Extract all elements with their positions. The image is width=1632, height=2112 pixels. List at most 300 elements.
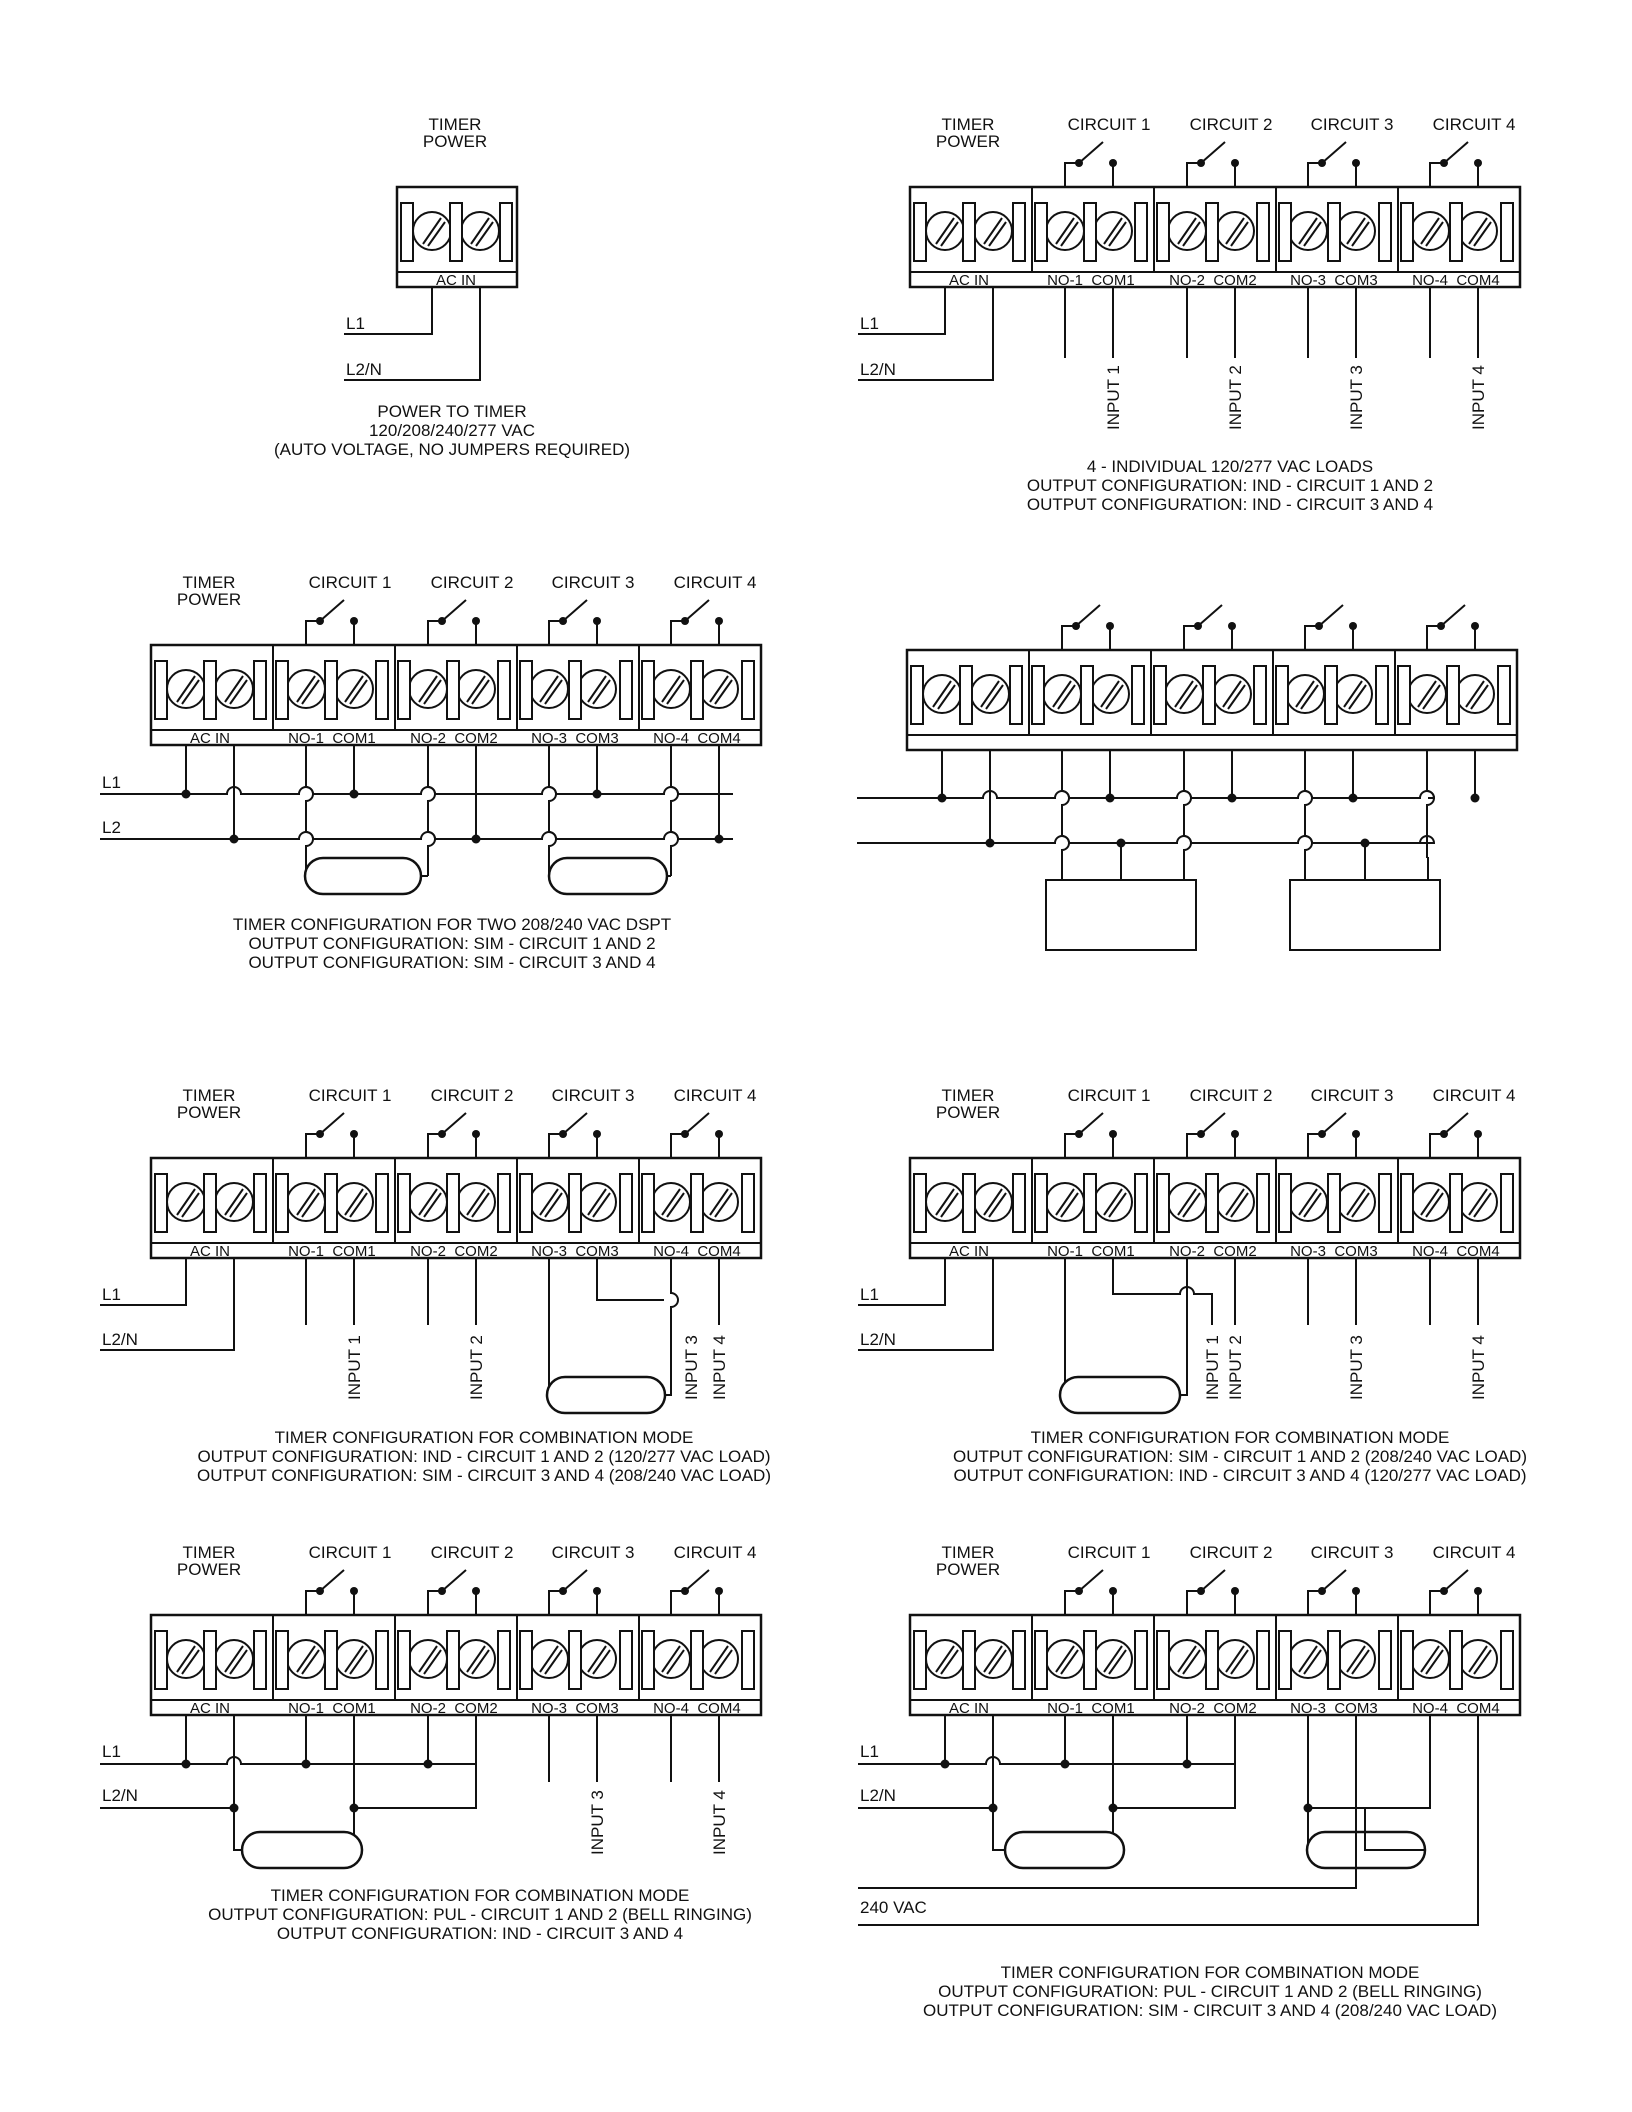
terminal-post (155, 661, 167, 719)
junction-dot (182, 790, 191, 799)
wire (1184, 750, 1191, 858)
caption-line: OUTPUT CONFIGURATION: IND - CIRCUIT 1 AND 2 (1026, 476, 1434, 495)
terminal-label: NO-4 (653, 730, 689, 747)
relay-blade (1322, 142, 1346, 163)
timer-power-label: POWER (176, 1103, 242, 1122)
relay-contact-dot (1349, 622, 1357, 630)
relay-contact (428, 1591, 442, 1615)
terminal-label: COM2 (1213, 1700, 1257, 1717)
terminal-post (569, 661, 581, 719)
terminal-post (1450, 1631, 1462, 1689)
relay-contact (1187, 1591, 1201, 1615)
terminal-post (204, 661, 216, 719)
timer-power-label: TIMER (941, 115, 995, 134)
terminal-label: COM2 (1213, 1243, 1257, 1260)
circuit-label: CIRCUIT 1 (1067, 1086, 1151, 1105)
terminal-post (254, 661, 266, 719)
terminal-post (1203, 666, 1215, 724)
terminal-post (254, 1174, 266, 1232)
caption-line: TIMER CONFIGURATION FOR TWO 208/240 VAC DSPT (232, 915, 672, 934)
terminal-post (1032, 666, 1044, 724)
terminal-post (1401, 1631, 1413, 1689)
relay-contact (1065, 1134, 1079, 1158)
wire-label: L2 (102, 818, 121, 837)
wire (1113, 1258, 1212, 1325)
junction-dot (1183, 1760, 1192, 1769)
caption-line: OUTPUT CONFIGURATION: SIM - CIRCUIT 3 AND 4 (208/240 VAC LOAD) (196, 1466, 772, 1485)
junction-dot (350, 790, 359, 799)
terminal-label: NO-1 (1047, 272, 1083, 289)
load-box (1046, 880, 1196, 950)
terminal-post (1279, 1174, 1291, 1232)
caption-line: OUTPUT CONFIGURATION: SIM - CIRCUIT 3 AND 4 (248, 953, 656, 972)
relay-blade (1201, 1113, 1225, 1134)
input-label: INPUT 4 (1469, 1335, 1488, 1400)
terminal-label: NO-2 (410, 1243, 446, 1260)
relay-contact (1430, 163, 1444, 187)
relay-contact-dot (715, 1130, 723, 1138)
terminal-post (1084, 1631, 1096, 1689)
terminal-label: COM2 (454, 730, 498, 747)
terminal-post (691, 1631, 703, 1689)
relay-contact-dot (1106, 622, 1114, 630)
wire-label: L2/N (346, 360, 382, 379)
timer-power-label: TIMER (941, 1086, 995, 1105)
circuit-label: CIRCUIT 1 (308, 573, 392, 592)
terminal-label: NO-4 (653, 1700, 689, 1717)
terminal-post (398, 1174, 410, 1232)
relay-contact (1184, 626, 1198, 650)
relay-contact-dot (1228, 622, 1236, 630)
relay-blade (563, 1113, 587, 1134)
terminal-label: COM1 (332, 1700, 376, 1717)
terminal-label: COM4 (697, 1700, 741, 1717)
relay-contact (1065, 1591, 1079, 1615)
circuit-label: CIRCUIT 4 (1432, 115, 1516, 134)
terminal-post (204, 1174, 216, 1232)
terminal-label: NO-2 (1169, 1243, 1205, 1260)
relay-contact-dot (1471, 622, 1479, 630)
relay-contact-dot (1109, 159, 1117, 167)
bus-wire (100, 832, 733, 839)
terminal-label: COM3 (575, 730, 619, 747)
terminal-post (204, 1631, 216, 1689)
terminal-post (276, 1174, 288, 1232)
relay-contact-dot (472, 1130, 480, 1138)
terminal-post (276, 1631, 288, 1689)
terminal-label: NO-3 (531, 1243, 567, 1260)
relay-blade (442, 1570, 466, 1591)
relay-contact (1187, 163, 1201, 187)
wire-label: L1 (346, 314, 365, 333)
circuit-label: CIRCUIT 4 (1432, 1086, 1516, 1105)
terminal-label: NO-3 (531, 1700, 567, 1717)
terminal-label: NO-1 (288, 730, 324, 747)
terminal-label: COM2 (1213, 272, 1257, 289)
wire-label: L1 (102, 1742, 121, 1761)
circuit-label: CIRCUIT 1 (308, 1543, 392, 1562)
load-box (1290, 880, 1440, 950)
relay-contact (1427, 626, 1441, 650)
input-label: INPUT 3 (682, 1335, 701, 1400)
terminal-post (1257, 1174, 1269, 1232)
terminal-post (1401, 203, 1413, 261)
terminal-post (1084, 203, 1096, 261)
terminal-post (401, 203, 413, 261)
relay-contact-dot (1231, 1130, 1239, 1138)
caption-line: POWER TO TIMER (377, 402, 527, 421)
relay-blade (685, 1113, 709, 1134)
terminal-label: NO-1 (288, 1243, 324, 1260)
wire-label: L1 (860, 314, 879, 333)
wire (1356, 1715, 1425, 1850)
wire-label: L2/N (102, 1330, 138, 1349)
input-label: INPUT 3 (1347, 365, 1366, 430)
relay-blade (1201, 1570, 1225, 1591)
terminal-post (620, 1174, 632, 1232)
caption-line: TIMER CONFIGURATION FOR COMBINATION MODE (274, 1428, 694, 1447)
relay-contact-dot (1109, 1587, 1117, 1595)
terminal-post (155, 1631, 167, 1689)
terminal-post (1081, 666, 1093, 724)
terminal-post (642, 1631, 654, 1689)
wire-label: L1 (102, 773, 121, 792)
timer-power-label: TIMER (182, 573, 236, 592)
junction-dot (715, 835, 724, 844)
junction-dot (182, 1760, 191, 1769)
terminal-post (447, 1631, 459, 1689)
terminal-post (1084, 1174, 1096, 1232)
bus-wire (100, 787, 733, 794)
terminal-post (398, 661, 410, 719)
timer-power-label: TIMER (941, 1543, 995, 1562)
relay-contact (306, 1591, 320, 1615)
wire-label: L2/N (860, 1330, 896, 1349)
relay-blade (1079, 1570, 1103, 1591)
terminal-label: COM4 (697, 1243, 741, 1260)
terminal-post (1157, 1174, 1169, 1232)
wire (1060, 1258, 1065, 1395)
terminal-post (1035, 1631, 1047, 1689)
terminal-post (1035, 1174, 1047, 1232)
terminal-post (569, 1631, 581, 1689)
caption-line: OUTPUT CONFIGURATION: IND - CIRCUIT 3 AND 4 (1026, 495, 1434, 514)
wire (1427, 858, 1428, 880)
timer-power-label: POWER (422, 132, 488, 151)
wire (354, 1715, 476, 1808)
timer-power-label: TIMER (182, 1086, 236, 1105)
terminal-label: NO-3 (531, 730, 567, 747)
circuit-label: CIRCUIT 4 (673, 573, 757, 592)
terminal-post (642, 661, 654, 719)
relay-blade (320, 1113, 344, 1134)
relay-contact-dot (1474, 159, 1482, 167)
terminal-post (1157, 203, 1169, 261)
relay-blade (685, 600, 709, 621)
relay-contact (1308, 1591, 1322, 1615)
relay-blade (1322, 1113, 1346, 1134)
terminal-post (325, 1174, 337, 1232)
caption-line: TIMER CONFIGURATION FOR COMBINATION MODE (1030, 1428, 1450, 1447)
terminal-post (520, 1631, 532, 1689)
relay-blade (1079, 142, 1103, 163)
relay-contact-dot (1352, 1130, 1360, 1138)
bus-wire (100, 1757, 476, 1764)
circuit-label: CIRCUIT 2 (1189, 1543, 1273, 1562)
bus-wire (858, 1757, 1235, 1764)
diagram-combination-c (100, 1543, 761, 1943)
terminal-label: AC IN (189, 1700, 231, 1717)
terminal-label: COM3 (1334, 1243, 1378, 1260)
terminal-post (498, 1174, 510, 1232)
relay-blade (1444, 142, 1468, 163)
input-label: INPUT 3 (588, 1790, 607, 1855)
caption-line: OUTPUT CONFIGURATION: PUL - CIRCUIT 1 AND 2 (BELL RINGING) (938, 1982, 1482, 2001)
wire (428, 745, 435, 876)
input-label: INPUT 1 (1104, 365, 1123, 430)
input-label: INPUT 1 (1203, 1335, 1222, 1400)
terminal-post (1206, 203, 1218, 261)
relay-blade (563, 600, 587, 621)
junction-dot (302, 1760, 311, 1769)
relay-blade (442, 1113, 466, 1134)
wire (234, 1808, 242, 1850)
relay-contact-dot (350, 1130, 358, 1138)
relay-contact (306, 621, 320, 645)
circuit-label: CIRCUIT 3 (551, 573, 635, 592)
wire-label: L1 (102, 1285, 121, 1304)
circuit-label: CIRCUIT 4 (673, 1543, 757, 1562)
terminal-label: NO-4 (1412, 1700, 1448, 1717)
terminal-post (691, 1174, 703, 1232)
terminal-label: AC IN (189, 730, 231, 747)
terminal-post (1257, 203, 1269, 261)
relay-contact (671, 621, 685, 645)
circuit-label: CIRCUIT 2 (430, 1543, 514, 1562)
terminal-label: NO-4 (1412, 1243, 1448, 1260)
terminal-label: AC IN (189, 1243, 231, 1260)
input-label: INPUT 1 (345, 1335, 364, 1400)
terminal-label: NO-1 (288, 1700, 324, 1717)
caption-line: OUTPUT CONFIGURATION: IND - CIRCUIT 3 AND 4 (276, 1924, 684, 1943)
junction-dot (1471, 794, 1480, 803)
wire (665, 1258, 678, 1395)
wire (597, 1258, 664, 1300)
terminal-label: COM4 (1456, 272, 1500, 289)
relay-contact-dot (472, 617, 480, 625)
circuit-label: CIRCUIT 1 (1067, 1543, 1151, 1562)
diagram-combination-a (100, 1086, 771, 1485)
relay-contact-dot (593, 1130, 601, 1138)
wire (1113, 1715, 1235, 1808)
relay-blade (1441, 605, 1465, 626)
wire-label: 240 VAC (860, 1898, 927, 1917)
terminal-label: COM3 (575, 1700, 619, 1717)
relay-contact (1308, 163, 1322, 187)
wire (1062, 750, 1069, 880)
circuit-label: CIRCUIT 3 (1310, 1086, 1394, 1105)
relay-contact (306, 1134, 320, 1158)
relay-contact-dot (1474, 1130, 1482, 1138)
terminal-label: COM2 (454, 1243, 498, 1260)
junction-dot (472, 835, 481, 844)
timer-power-label: POWER (935, 132, 1001, 151)
wire-label: L2/N (860, 1786, 896, 1805)
load-symbol (242, 1832, 362, 1868)
relay-contact (1430, 1591, 1444, 1615)
caption-line: OUTPUT CONFIGURATION: SIM - CIRCUIT 1 AND 2 (248, 934, 656, 953)
circuit-label: CIRCUIT 1 (308, 1086, 392, 1105)
terminal-post (1279, 203, 1291, 261)
terminal-post (1206, 1174, 1218, 1232)
wire (993, 1808, 1005, 1850)
terminal-post (1154, 666, 1166, 724)
input-label: INPUT 4 (1469, 365, 1488, 430)
relay-blade (1198, 605, 1222, 626)
junction-dot (1061, 1760, 1070, 1769)
junction-dot (941, 1760, 950, 1769)
terminal-label: NO-3 (1290, 1700, 1326, 1717)
relay-contact (1187, 1134, 1201, 1158)
circuit-label: CIRCUIT 2 (1189, 115, 1273, 134)
terminal-post (398, 1631, 410, 1689)
input-label: INPUT 2 (467, 1335, 486, 1400)
terminal-post (325, 1631, 337, 1689)
relay-contact (428, 621, 442, 645)
terminal-post (1328, 1631, 1340, 1689)
terminal-post (450, 203, 462, 261)
terminal-label: COM3 (575, 1243, 619, 1260)
terminal-post (914, 1174, 926, 1232)
relay-blade (1444, 1113, 1468, 1134)
input-label: INPUT 4 (710, 1790, 729, 1855)
diagram-unlabeled (857, 605, 1517, 950)
terminal-post (1379, 1174, 1391, 1232)
relay-contact (1065, 163, 1079, 187)
terminal-post (569, 1174, 581, 1232)
terminal-post (963, 1174, 975, 1232)
terminal-post (376, 661, 388, 719)
terminal-post (520, 661, 532, 719)
terminal-post (1325, 666, 1337, 724)
timer-power-label: POWER (935, 1560, 1001, 1579)
terminal-post (1379, 203, 1391, 261)
junction-dot (1106, 794, 1115, 803)
terminal-post (155, 1174, 167, 1232)
terminal-post (1501, 1174, 1513, 1232)
caption-line: OUTPUT CONFIGURATION: SIM - CIRCUIT 1 AND 2 (208/240 VAC LOAD) (952, 1447, 1528, 1466)
relay-blade (1319, 605, 1343, 626)
wire (547, 1258, 549, 1395)
wire-label: L1 (860, 1285, 879, 1304)
terminal-label: COM3 (1334, 1700, 1378, 1717)
terminal-label: COM1 (332, 1243, 376, 1260)
terminal-post (1450, 203, 1462, 261)
input-label: INPUT 2 (1226, 1335, 1245, 1400)
junction-dot (230, 835, 239, 844)
terminal-post (1010, 666, 1022, 724)
terminal-label: NO-2 (410, 730, 446, 747)
relay-contact-dot (1352, 159, 1360, 167)
terminal-post (500, 203, 512, 261)
wire-label: L2/N (860, 360, 896, 379)
relay-contact-dot (715, 617, 723, 625)
wire (671, 745, 678, 876)
terminal-post (960, 666, 972, 724)
relay-contact (549, 621, 563, 645)
bus-wire (857, 836, 1434, 843)
caption-line: 4 - INDIVIDUAL 120/277 VAC LOADS (1086, 457, 1374, 476)
terminal-post (1013, 203, 1025, 261)
circuit-label: CIRCUIT 2 (430, 573, 514, 592)
input-label: INPUT 3 (1347, 1335, 1366, 1400)
terminal-post (1376, 666, 1388, 724)
diagram-power-to-timer (274, 115, 630, 459)
terminal-post (1206, 1631, 1218, 1689)
relay-contact-dot (1231, 1587, 1239, 1595)
caption-line: TIMER CONFIGURATION FOR COMBINATION MODE (1000, 1963, 1420, 1982)
relay-contact-dot (1231, 159, 1239, 167)
input-label: INPUT 4 (710, 1335, 729, 1400)
junction-dot (938, 794, 947, 803)
circuit-label: CIRCUIT 3 (551, 1086, 635, 1105)
relay-contact-dot (350, 1587, 358, 1595)
relay-blade (1322, 1570, 1346, 1591)
terminal-label: NO-1 (1047, 1243, 1083, 1260)
relay-contact-dot (593, 617, 601, 625)
terminal-post (620, 1631, 632, 1689)
terminal-label: AC IN (948, 1243, 990, 1260)
terminal-post (1035, 203, 1047, 261)
relay-blade (320, 1570, 344, 1591)
circuit-label: CIRCUIT 2 (1189, 1086, 1273, 1105)
caption-line: OUTPUT CONFIGURATION: IND - CIRCUIT 1 AND 2 (120/277 VAC LOAD) (197, 1447, 771, 1466)
wire-label: L1 (860, 1742, 879, 1761)
terminal-label: NO-2 (410, 1700, 446, 1717)
wire (1305, 750, 1312, 880)
terminal-label: NO-2 (1169, 272, 1205, 289)
terminal-post (1135, 1174, 1147, 1232)
relay-contact (671, 1591, 685, 1615)
load-symbol (1005, 1832, 1124, 1868)
terminal-post (1013, 1174, 1025, 1232)
terminal-post (1447, 666, 1459, 724)
terminal-label: COM1 (332, 730, 376, 747)
terminal-post (642, 1174, 654, 1232)
caption-line: OUTPUT CONFIGURATION: PUL - CIRCUIT 1 AND 2 (BELL RINGING) (208, 1905, 752, 1924)
terminal-post (447, 661, 459, 719)
junction-dot (1349, 794, 1358, 803)
terminal-post (1328, 1174, 1340, 1232)
load-symbol (549, 858, 667, 894)
relay-contact (1062, 626, 1076, 650)
timer-power-label: POWER (176, 1560, 242, 1579)
relay-blade (1076, 605, 1100, 626)
junction-dot (986, 839, 995, 848)
terminal-post (1254, 666, 1266, 724)
caption-line: OUTPUT CONFIGURATION: SIM - CIRCUIT 3 AND 4 (208/240 VAC LOAD) (922, 2001, 1498, 2020)
terminal-post (742, 1631, 754, 1689)
terminal-post (914, 203, 926, 261)
terminal-post (498, 661, 510, 719)
terminal-label: COM3 (1334, 272, 1378, 289)
junction-dot (593, 790, 602, 799)
terminal-post (1379, 1631, 1391, 1689)
terminal-label: COM4 (1456, 1243, 1500, 1260)
terminal-label: NO-1 (1047, 1700, 1083, 1717)
relay-blade (320, 600, 344, 621)
terminal-label: NO-3 (1290, 1243, 1326, 1260)
